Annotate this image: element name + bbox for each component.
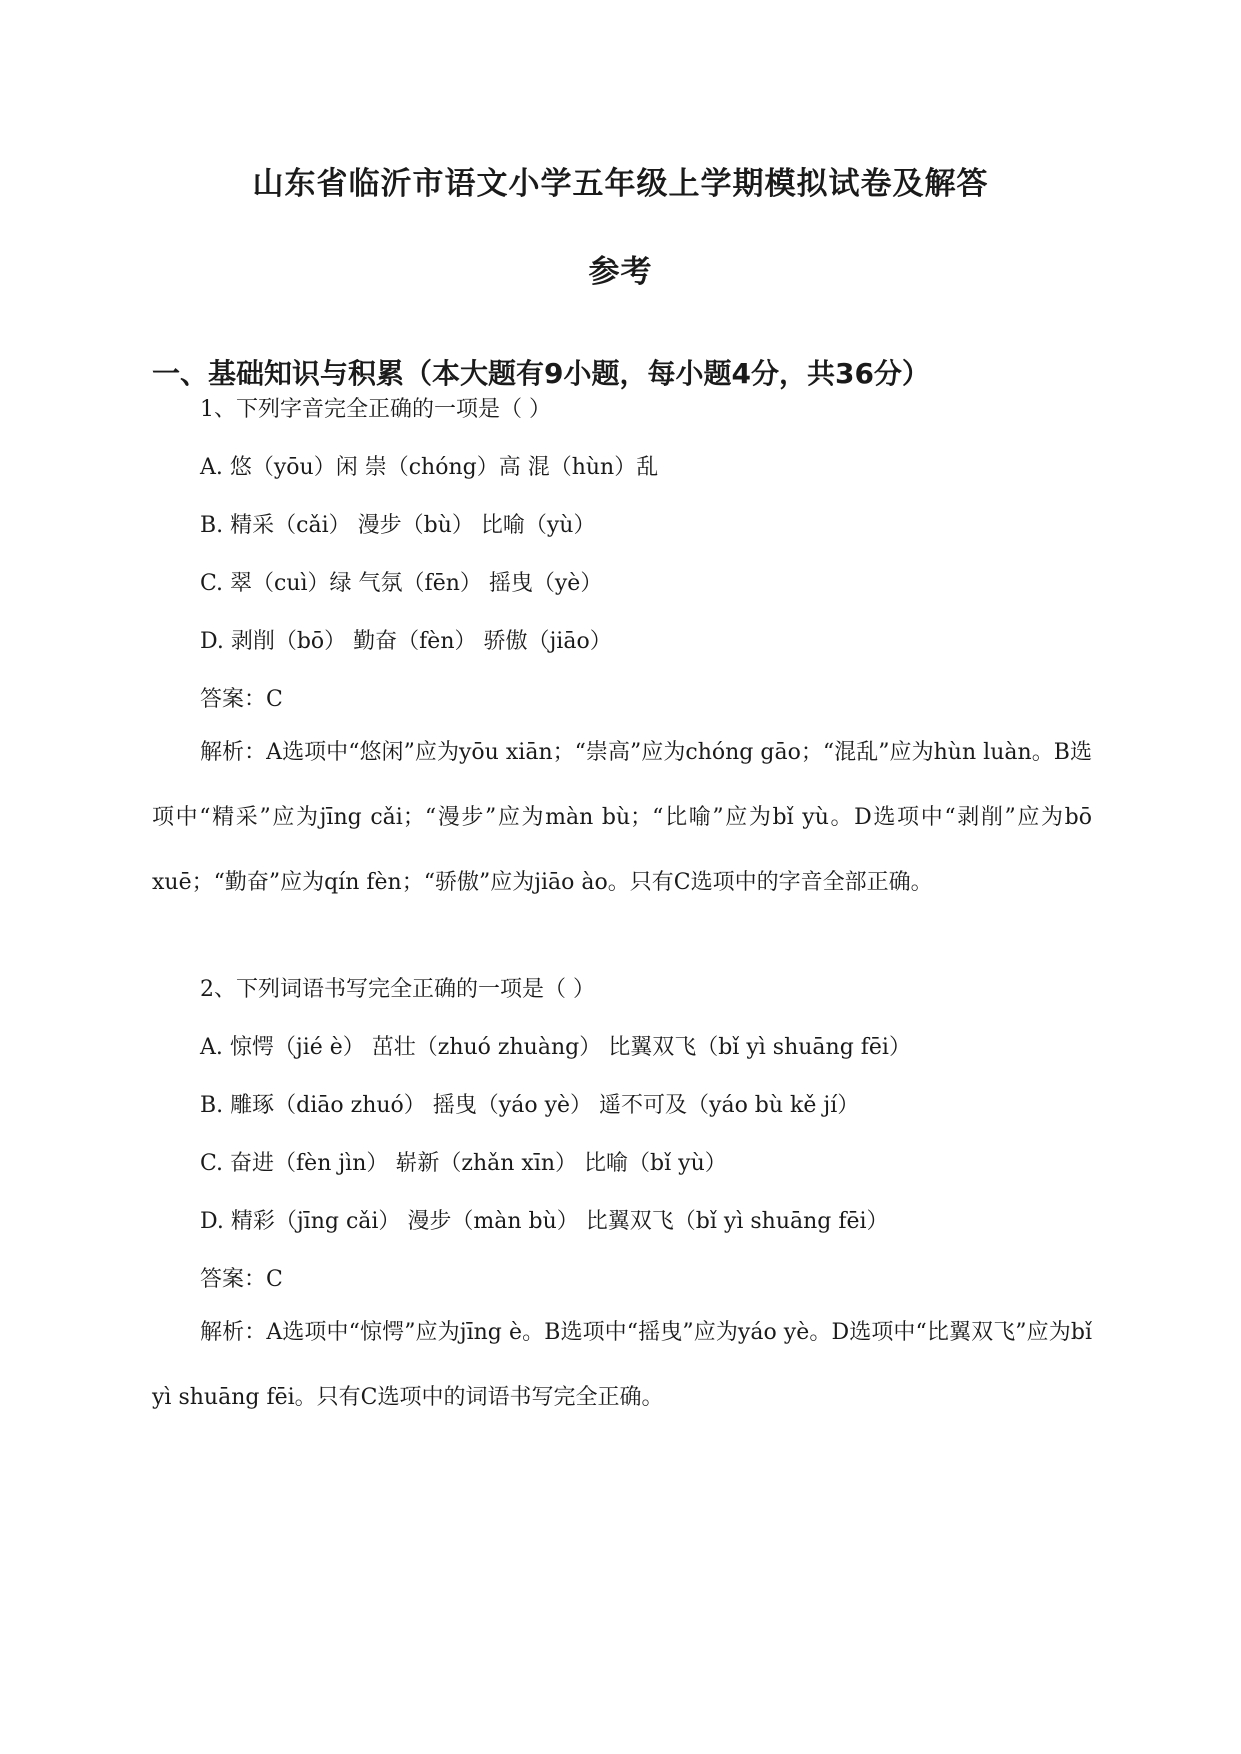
section-heading: 一、基础知识与积累（本大题有9小题，每小题4分，共36分） <box>152 357 930 390</box>
question-1-explanation: 解析：A选项中“悠闲”应为yōu xiān；“崇高”应为chóng gāo；“混乱”应为hùn luàn。B选项中“精采”应为jīng cǎi；“漫步”应为màn bù；“比喻”应为bǐ yù。D选项中“剥削”应为bō xuē；“勤奋”应为qín fèn；“骄傲”应为jiāo ào。只有C选项中的字音全部正确。 <box>152 740 1092 895</box>
question-1-option-a: A. 悠（yōu）闲 崇（chóng）高 混（hùn）乱 <box>200 455 659 480</box>
question-2-explanation: 解析：A选项中“惊愕”应为jīng è。B选项中“摇曳”应为yáo yè。D选项中“比翼双飞”应为bǐ yì shuāng fēi。只有C选项中的词语书写完全正确。 <box>152 1320 1092 1410</box>
question-2-answer: 答案：C <box>200 1267 283 1292</box>
question-1-option-c: C. 翠（cuì）绿 气氛（fēn） 摇曳（yè） <box>200 571 603 596</box>
question-2-option-c: C. 奋进（fèn jìn） 崭新（zhǎn xīn） 比喻（bǐ yù） <box>200 1151 727 1176</box>
question-1-option-d: D. 剥削（bō） 勤奋（fèn） 骄傲（jiāo） <box>200 629 612 654</box>
question-1-option-b: B. 精采（cǎi） 漫步（bù） 比喻（yù） <box>200 513 596 538</box>
question-2-option-b: B. 雕琢（diāo zhuó） 摇曳（yáo yè） 遥不可及（yáo bù kě jí） <box>200 1093 860 1118</box>
question-2-stem: 2、下列词语书写完全正确的一项是（ ） <box>200 977 595 1002</box>
document-title: 山东省临沂市语文小学五年级上学期模拟试卷及解答 <box>252 166 989 202</box>
question-1-stem: 1、下列字音完全正确的一项是（ ） <box>200 397 551 422</box>
question-1-answer: 答案：C <box>200 687 283 712</box>
document-title-continued: 参考 <box>588 254 653 290</box>
question-2-option-a: A. 惊愕（jié è） 茁壮（zhuó zhuàng） 比翼双飞（bǐ yì shuāng fēi） <box>200 1035 911 1060</box>
question-2-option-d: D. 精彩（jīng cǎi） 漫步（màn bù） 比翼双飞（bǐ yì shuāng fēi） <box>200 1209 889 1234</box>
